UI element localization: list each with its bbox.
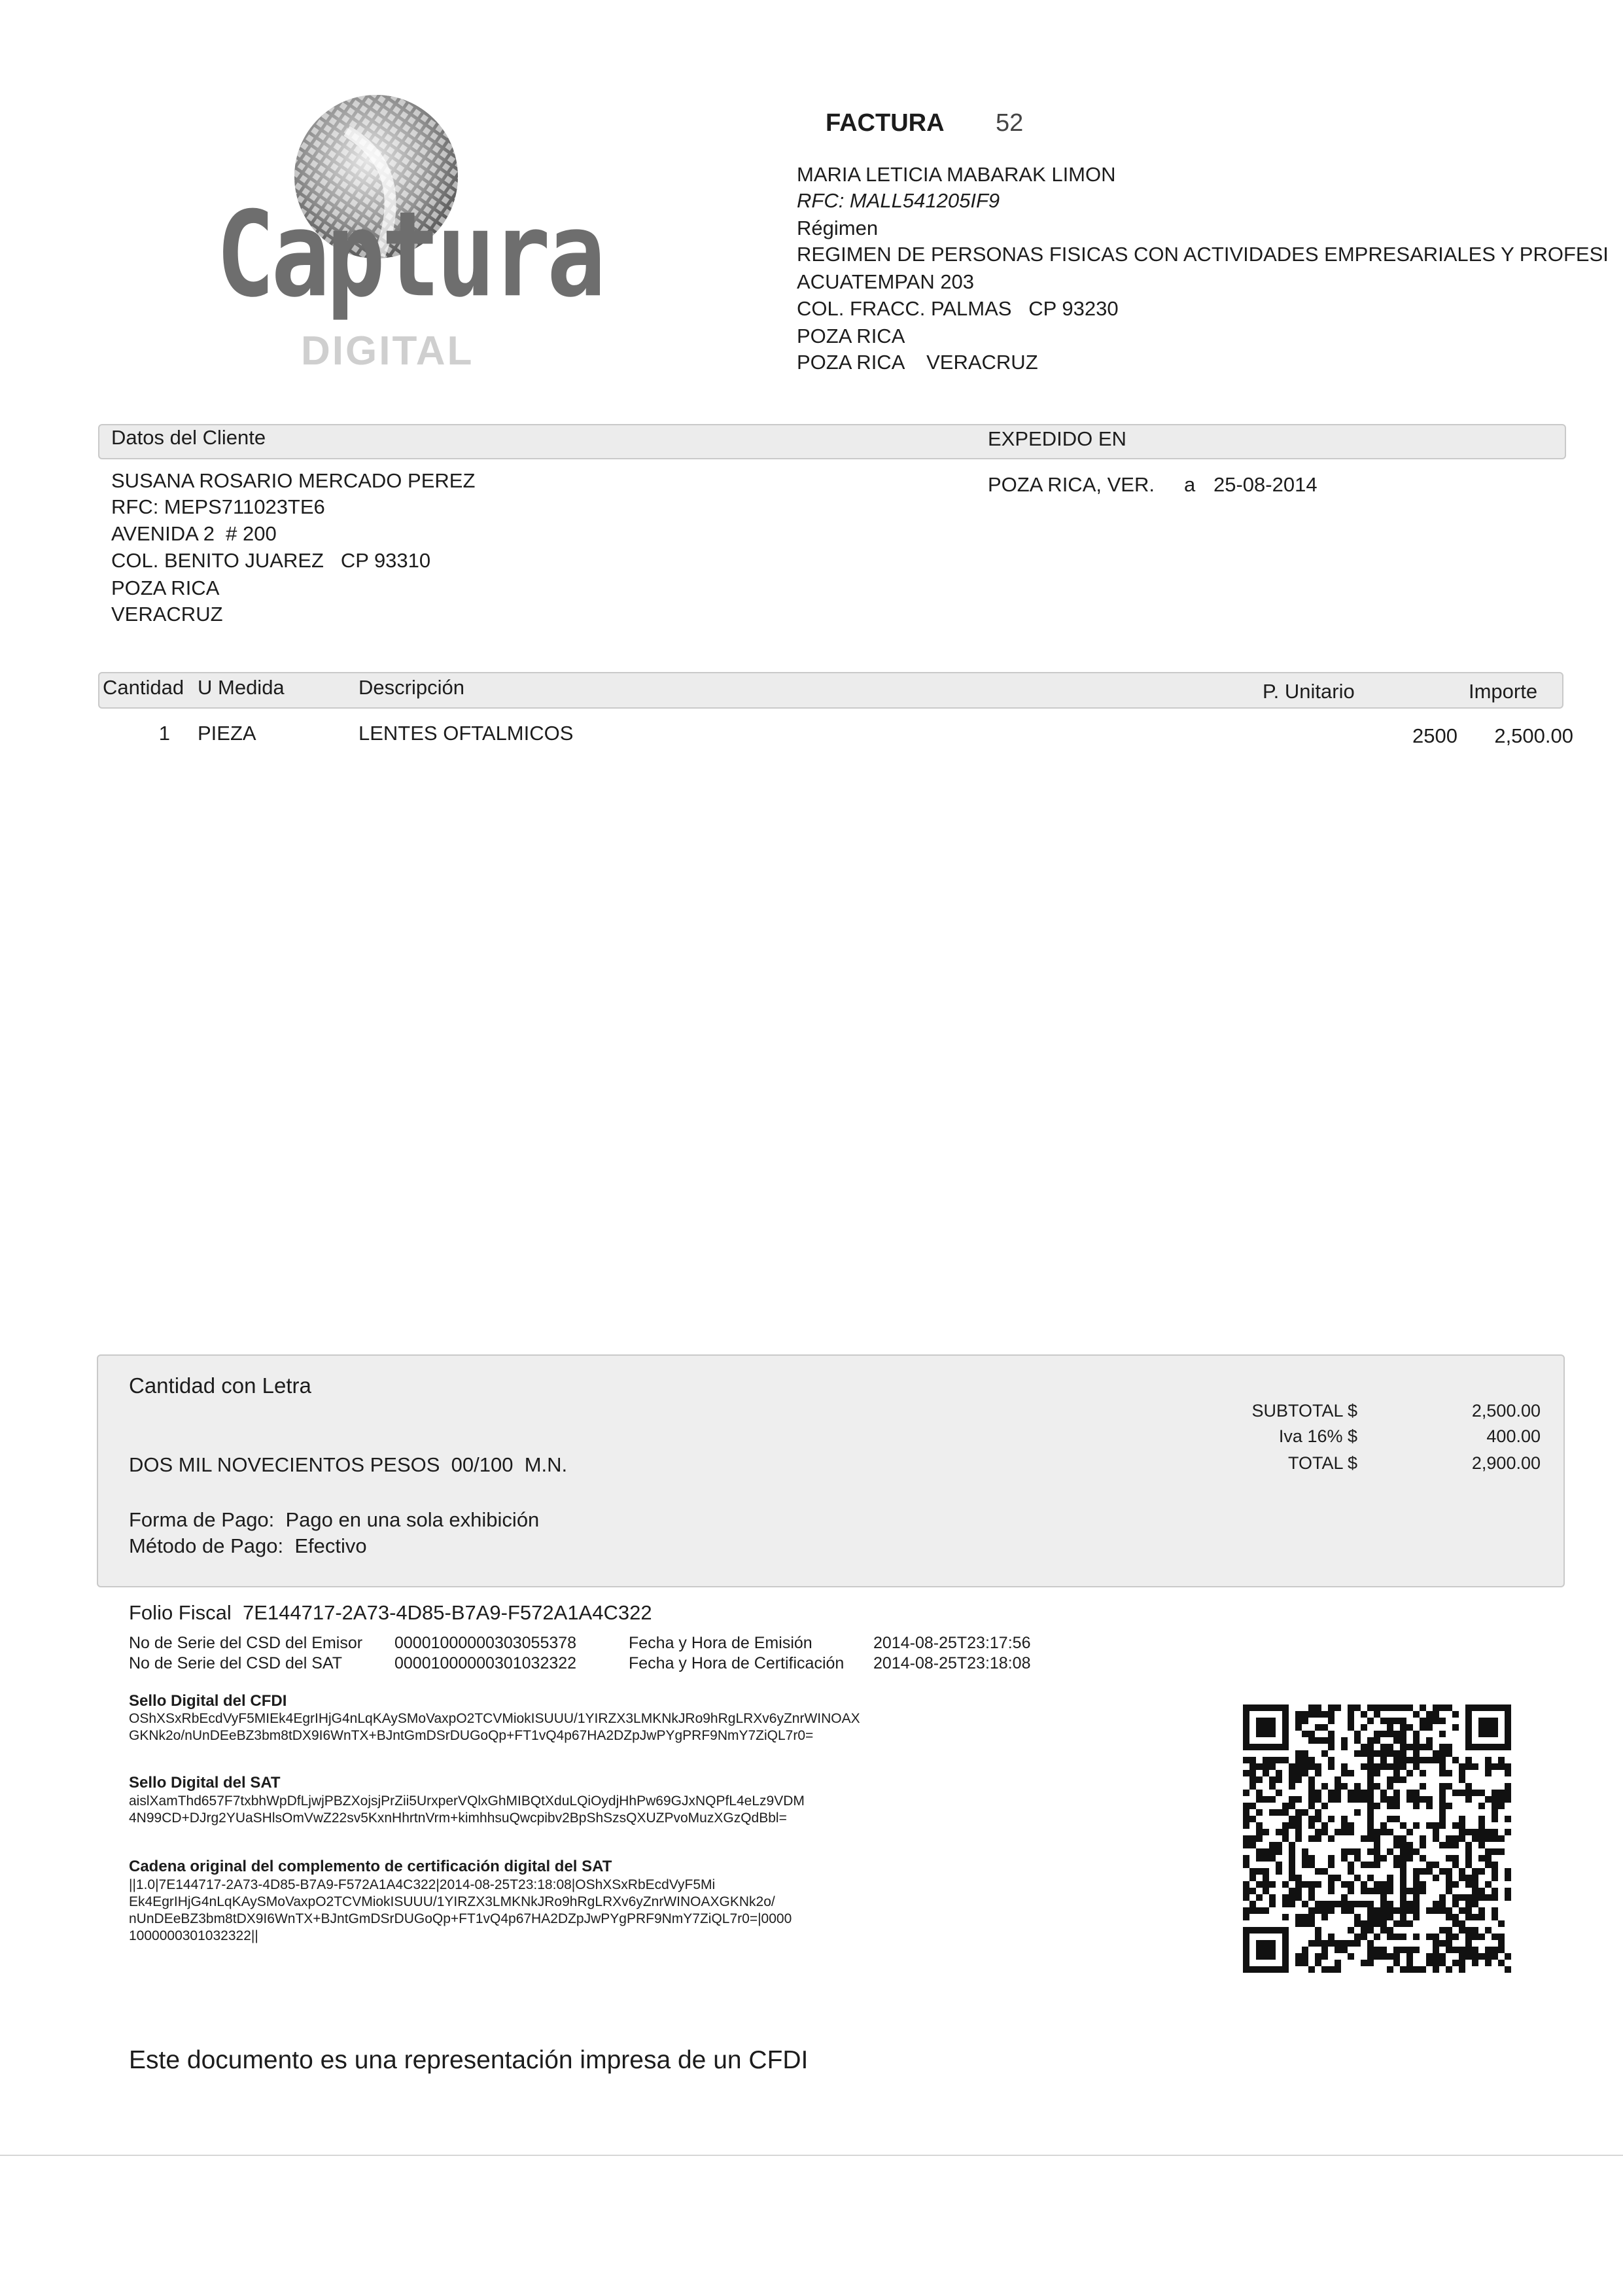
expedido-place: POZA RICA, VER.: [988, 473, 1155, 496]
client-state: VERACRUZ: [111, 603, 223, 626]
issuer-state-line: POZA RICA VERACRUZ: [797, 351, 1038, 374]
sello-cfdi-title: Sello Digital del CFDI: [129, 1692, 287, 1710]
emision-label: Fecha y Hora de Emisión: [629, 1634, 812, 1652]
expedido-label: EXPEDIDO EN: [988, 427, 1126, 450]
csd-sat-label: No de Serie del CSD del SAT: [129, 1654, 343, 1672]
issuer-regimen: REGIMEN DE PERSONAS FISICAS CON ACTIVIDADES EMPRESARIALES Y PROFESI: [797, 243, 1609, 266]
expedido-date: 25-08-2014: [1213, 473, 1318, 496]
col-unitario: P. Unitario: [1263, 680, 1355, 703]
metodo-pago: Método de Pago: Efectivo: [129, 1534, 367, 1557]
logo-subtitle: DIGITAL: [301, 328, 474, 374]
issuer-city: POZA RICA: [797, 325, 905, 347]
client-rfc: RFC: MEPS711023TE6: [111, 495, 325, 518]
cadena-line: 1000000301032322||: [129, 1928, 258, 1943]
cadena-line: Ek4EgrIHjG4nLqKAySMoVaxpO2TCVMiokISUUU/1YIRZX3LMKNkJRo9hRgLRXv6yZnrWINOAXGKNk2o/: [129, 1894, 775, 1909]
subtotal-label: SUBTOTAL $: [1251, 1401, 1357, 1421]
sello-sat-title: Sello Digital del SAT: [129, 1774, 281, 1792]
item-cantidad: 1: [158, 722, 170, 745]
col-cantidad: Cantidad: [103, 676, 184, 699]
doc-type: FACTURA: [826, 109, 945, 137]
issuer-regimen-label: Régimen: [797, 217, 879, 239]
page-bottom-rule: [0, 2155, 1623, 2156]
qr-code-graphic: [1243, 1704, 1511, 1973]
letra-label: Cantidad con Letra: [129, 1373, 311, 1398]
client-name: SUSANA ROSARIO MERCADO PEREZ: [111, 469, 476, 492]
doc-number: 52: [996, 109, 1024, 137]
client-street: AVENIDA 2 # 200: [111, 522, 277, 545]
qr-code: [1243, 1704, 1511, 1973]
iva-label: Iva 16% $: [1278, 1426, 1357, 1446]
client-bar-label: Datos del Cliente: [111, 426, 266, 449]
cadena-line: nUnDEeBZ3bm8tDX9I6WnTX+BJntGmDSrDUGoQp+FT1vQ4p67HA2DZpJwPYgPRF9NmY7ZiQL7r0=|0000: [129, 1911, 792, 1926]
logo-word: Captura: [216, 186, 602, 324]
certificacion-label: Fecha y Hora de Certificación: [629, 1654, 845, 1672]
forma-pago: Forma de Pago: Pago en una sola exhibición: [129, 1508, 540, 1531]
issuer-name: MARIA LETICIA MABARAK LIMON: [797, 163, 1116, 186]
sello-sat-line: aislXamThd657F7txbhWpDfLjwjPBZXojsjPrZii5UrxperVQlxGhMIBQtXduLQiOydjHhPw69GJxNQPfL4eLz9VDM: [129, 1793, 805, 1809]
subtotal-value: 2,500.00: [1471, 1401, 1541, 1421]
item-unitario: 2500: [1412, 724, 1457, 747]
col-importe: Importe: [1469, 680, 1538, 703]
expedido-a: a: [1184, 473, 1196, 496]
total-value: 2,900.00: [1471, 1453, 1541, 1473]
client-header-bar: [98, 424, 1566, 459]
client-colonia: COL. BENITO JUAREZ CP 93310: [111, 549, 431, 572]
col-unidad: U Medida: [198, 676, 285, 699]
iva-value: 400.00: [1486, 1426, 1541, 1446]
folio-fiscal: Folio Fiscal 7E144717-2A73-4D85-B7A9-F572A1A4C322: [129, 1601, 652, 1624]
csd-emisor-label: No de Serie del CSD del Emisor: [129, 1634, 363, 1652]
cadena-title: Cadena original del complemento de certificación digital del SAT: [129, 1858, 612, 1875]
certificacion-value: 2014-08-25T23:18:08: [873, 1654, 1031, 1672]
item-importe: 2,500.00: [1494, 724, 1573, 747]
cadena-line: ||1.0|7E144717-2A73-4D85-B7A9-F572A1A4C322|2014-08-25T23:18:08|OShXSxRbEcdVyF5Mi: [129, 1877, 716, 1892]
emision-value: 2014-08-25T23:17:56: [873, 1634, 1031, 1652]
total-label: TOTAL $: [1287, 1453, 1357, 1473]
issuer-street: ACUATEMPAN 203: [797, 270, 975, 293]
amount-in-words: DOS MIL NOVECIENTOS PESOS 00/100 M.N.: [129, 1453, 568, 1476]
issuer-colonia: COL. FRACC. PALMAS CP 93230: [797, 297, 1119, 320]
captura-digital-logo: [216, 92, 602, 374]
col-descripcion: Descripción: [358, 676, 464, 699]
issuer-rfc: RFC: MALL541205IF9: [797, 189, 1000, 212]
sello-sat-line: 4N99CD+DJrg2YUaSHlsOmVwZ22sv5KxnHhrtnVrm+kimhhsuQwcpibv2BpShSzsQXUZPvoMuzXGzQdBbl=: [129, 1810, 787, 1826]
footer-note: Este documento es una representación impresa de un CFDI: [129, 2046, 809, 2074]
sello-cfdi-line: OShXSxRbEcdVyF5MIEk4EgrIHjG4nLqKAySMoVaxpO2TCVMiokISUUU/1YIRZX3LMKNkJRo9hRgLRXv6yZnrWINOAX: [129, 1711, 860, 1726]
client-city: POZA RICA: [111, 576, 220, 599]
csd-emisor: 00001000000303055378: [394, 1634, 577, 1652]
item-descripcion: LENTES OFTALMICOS: [358, 722, 574, 745]
sello-cfdi-line: GKNk2o/nUnDEeBZ3bm8tDX9I6WnTX+BJntGmDSrDUGoQp+FT1vQ4p67HA2DZpJwPYgPRF9NmY7ZiQL7r0=: [129, 1728, 814, 1743]
csd-sat: 00001000000301032322: [394, 1654, 577, 1672]
item-unidad: PIEZA: [198, 722, 256, 745]
table-row: [98, 720, 1573, 749]
